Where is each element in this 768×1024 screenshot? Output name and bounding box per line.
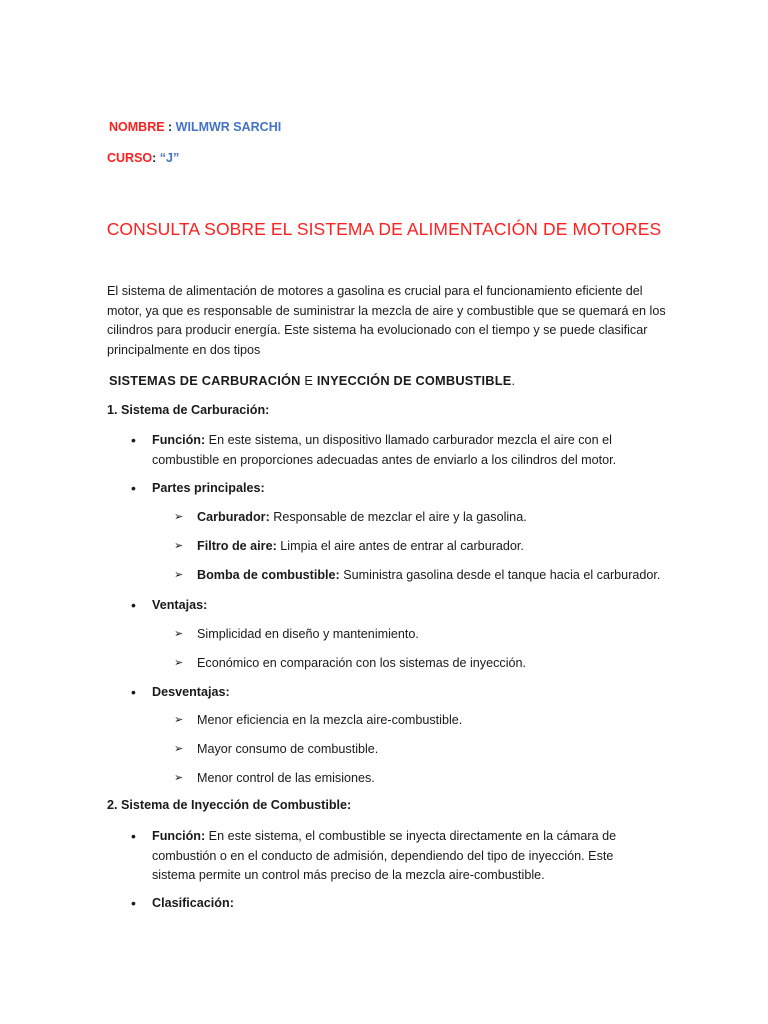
desventaja-list-item xyxy=(0,711,768,731)
bullet-icon: • xyxy=(131,432,136,448)
section1-desventajas-item xyxy=(0,683,768,703)
partes-list-item xyxy=(0,566,768,586)
subheading-end: . xyxy=(511,373,516,388)
subheading-connector: E xyxy=(304,373,314,388)
partes-list-item xyxy=(0,508,768,528)
section1-heading: 1. Sistema de Carburación: xyxy=(107,403,270,417)
bullet-icon: • xyxy=(131,895,136,911)
parte-text: Suministra gasolina desde el tanque hacia el carburador. xyxy=(339,568,661,582)
arrow-bullet-icon: ➢ xyxy=(174,743,184,755)
ventaja-list-item xyxy=(0,654,768,674)
subheading-part1: SISTEMAS DE CARBURACIÓN xyxy=(109,373,301,388)
ventaja-list-item xyxy=(0,625,768,645)
ventaja-text: Simplicidad en diseño y mantenimiento. xyxy=(197,627,419,641)
desventaja-text: Menor control de las emisiones. xyxy=(197,771,375,785)
curso-separator: : xyxy=(152,151,160,165)
desventaja-list-item xyxy=(0,740,768,760)
arrow-bullet-icon: ➢ xyxy=(174,657,184,669)
funcion-body: En este sistema, un dispositivo llamado carburador mezcla el aire con el combustible en proporciones adecuadas antes de enviarlo a los cilindros del motor. xyxy=(152,433,617,467)
nombre-separator: : xyxy=(164,120,176,134)
student-name-line xyxy=(109,120,281,134)
section1-funcion-text xyxy=(152,431,652,470)
curso-label: CURSO xyxy=(107,151,153,165)
desventajas-label: Desventajas: xyxy=(152,685,230,699)
ventajas-label: Ventajas: xyxy=(152,598,208,612)
nombre-value: WILMWR SARCHI xyxy=(175,120,282,134)
partes-list-item xyxy=(0,537,768,557)
section2-funcion-item xyxy=(0,827,768,887)
parte-label: Bomba de combustible: xyxy=(197,568,340,582)
subheading-part2: INYECCIÓN DE COMBUSTIBLE xyxy=(316,373,512,388)
parte-text: Limpia el aire antes de entrar al carburador. xyxy=(276,539,524,553)
bullet-icon: • xyxy=(131,597,136,613)
curso-value: “J” xyxy=(159,151,180,165)
section1-ventajas-item xyxy=(0,596,768,616)
document-title: CONSULTA SOBRE EL SISTEMA DE ALIMENTACIÓN DE MOTORES xyxy=(106,219,662,239)
desventaja-list-item xyxy=(0,769,768,789)
course-line xyxy=(107,151,179,165)
ventaja-text: Económico en comparación con los sistemas de inyección. xyxy=(197,656,526,670)
funcion-label: Función: xyxy=(152,829,206,843)
funcion-label: Función: xyxy=(152,433,206,447)
arrow-bullet-icon: ➢ xyxy=(174,714,184,726)
parte-text: Responsable de mezclar el aire y la gasolina. xyxy=(269,510,527,524)
desventaja-text: Menor eficiencia en la mezcla aire-combustible. xyxy=(197,713,463,727)
arrow-bullet-icon: ➢ xyxy=(174,772,184,784)
systems-subheading xyxy=(109,373,515,388)
arrow-bullet-icon: ➢ xyxy=(174,628,184,640)
parte-label: Carburador: xyxy=(197,510,270,524)
parte-label: Filtro de aire: xyxy=(197,539,277,553)
section1-partes-item xyxy=(0,479,768,499)
funcion-body: En este sistema, el combustible se inyecta directamente en la cámara de combustión o en el conducto de admisión, dependiendo del tipo de inyección. Este sistema permite un control más preciso de la mezcla aire-combustible. xyxy=(152,829,617,882)
arrow-bullet-icon: ➢ xyxy=(174,540,184,552)
section2-funcion-text xyxy=(152,827,652,886)
bullet-icon: • xyxy=(131,828,136,844)
section2-clasificacion-item xyxy=(0,894,768,914)
clasificacion-label: Clasificación: xyxy=(152,896,234,910)
section2-heading: 2. Sistema de Inyección de Combustible: xyxy=(107,798,352,812)
arrow-bullet-icon: ➢ xyxy=(174,569,184,581)
nombre-label: NOMBRE xyxy=(109,120,165,134)
bullet-icon: • xyxy=(131,480,136,496)
section1-funcion-item xyxy=(0,431,768,471)
arrow-bullet-icon: ➢ xyxy=(174,511,184,523)
intro-paragraph: El sistema de alimentación de motores a gasolina es crucial para el funcionamiento eficiente del motor, ya que es responsable de suministrar la mezcla de aire y combustible que se quemará en los cilindros para producir energía. Este sistema ha evolucionado con el tiempo y se puede clasificar principalmente en dos tipos xyxy=(107,284,666,357)
partes-label: Partes principales: xyxy=(152,481,265,495)
desventaja-text: Mayor consumo de combustible. xyxy=(197,742,379,756)
bullet-icon: • xyxy=(131,684,136,700)
